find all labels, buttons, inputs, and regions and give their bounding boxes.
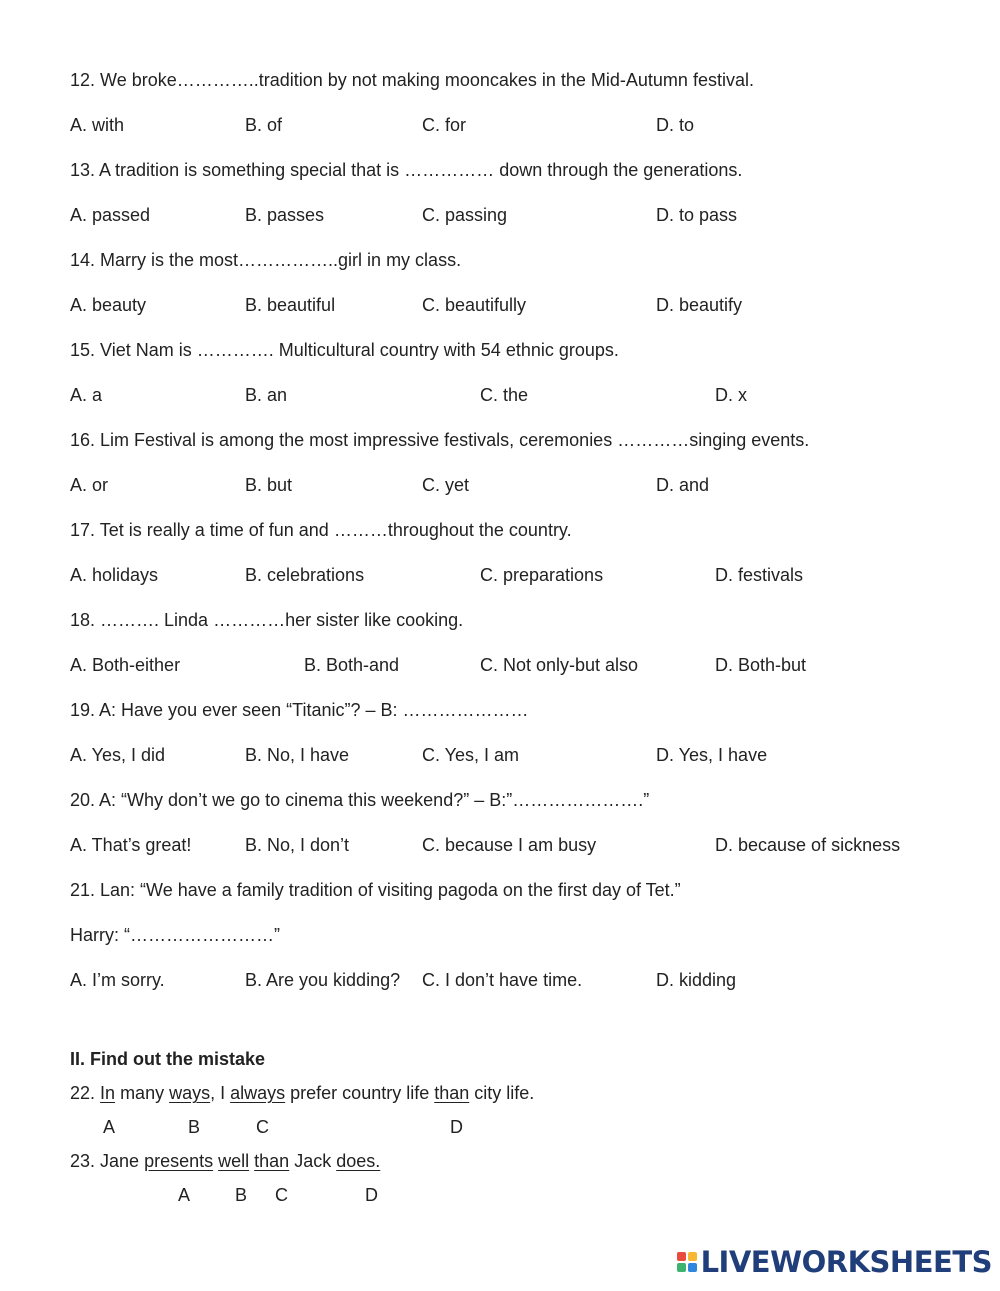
option-b: B. Both-and [304, 655, 400, 675]
option-b: B. No, I don’t [245, 835, 350, 855]
option-d: D. x [715, 385, 748, 405]
underlined-c: always [230, 1083, 286, 1103]
option-c: C. Yes, I am [422, 745, 520, 765]
question-sentence [70, 1082, 534, 1104]
liveworksheets-logo [677, 1247, 992, 1277]
label-d: D [450, 1117, 463, 1137]
option-b: B. of [245, 115, 283, 135]
option-c: C. I don’t have time. [422, 970, 583, 990]
option-d: D. festivals [715, 565, 804, 585]
option-a: A. Yes, I did [70, 745, 166, 765]
underlined-a: In [100, 1083, 116, 1103]
option-b: B. No, I have [245, 745, 350, 765]
option-c: C. because I am busy [422, 835, 597, 855]
question-stem-reply: Harry: “……………………” [70, 925, 280, 945]
underlined-c: than [254, 1151, 290, 1171]
question-stem: 13. A tradition is something special that is …………… down through the generations. [70, 160, 743, 180]
label-d: D [365, 1185, 378, 1205]
option-c: C. passing [422, 205, 508, 225]
label-b: B [235, 1185, 248, 1205]
logo-mark-icon [677, 1252, 697, 1272]
sentence-text: prefer country life [285, 1083, 435, 1103]
question-stem: 21. Lan: “We have a family tradition of visiting pagoda on the first day of Tet.” [70, 880, 681, 900]
question-stem: 20. A: “Why don’t we go to cinema this weekend?” – B:”………………….” [70, 790, 650, 810]
option-b: B. beautiful [245, 295, 336, 315]
question-stem: 14. Marry is the most……………..girl in my class. [70, 250, 462, 270]
option-d: D. to [656, 115, 695, 135]
sentence-text: Jack [289, 1151, 337, 1171]
label-c: C [256, 1117, 269, 1137]
logo-text: LIVEWORKSHEETS [700, 1245, 992, 1279]
sentence-text: many [115, 1083, 170, 1103]
question-number: 22. [70, 1083, 96, 1103]
question-stem: 17. Tet is really a time of fun and ………throughout the country. [70, 520, 572, 540]
option-a: A. holidays [70, 565, 159, 585]
underlined-d: than [434, 1083, 470, 1103]
option-a: A. Both-either [70, 655, 181, 675]
option-a: A. passed [70, 205, 151, 225]
option-c: C. preparations [480, 565, 604, 585]
option-a: A. beauty [70, 295, 147, 315]
option-a: A. a [70, 385, 103, 405]
option-b: B. but [245, 475, 293, 495]
question-stem: 19. A: Have you ever seen “Titanic”? – B: ………………… [70, 700, 529, 720]
option-c: C. beautifully [422, 295, 527, 315]
option-a: A. That’s great! [70, 835, 192, 855]
option-d: D. Both-but [715, 655, 807, 675]
option-d: D. to pass [656, 205, 738, 225]
option-c: C. yet [422, 475, 470, 495]
underlined-b: ways [169, 1083, 211, 1103]
option-a: A. I’m sorry. [70, 970, 165, 990]
option-a: A. with [70, 115, 125, 135]
label-a: A [103, 1117, 116, 1137]
underlined-d: does. [336, 1151, 381, 1171]
option-d: D. and [656, 475, 710, 495]
label-c: C [275, 1185, 288, 1205]
option-c: C. for [422, 115, 467, 135]
underlined-b: well [218, 1151, 250, 1171]
sentence-text: , I [210, 1083, 231, 1103]
sentence-text: 23. Jane [70, 1151, 145, 1171]
option-a: A. or [70, 475, 109, 495]
option-d: D. Yes, I have [656, 745, 768, 765]
option-b: B. Are you kidding? [245, 970, 401, 990]
question-stem: 18. ………. Linda …………her sister like cooking. [70, 610, 464, 630]
question-stem: 15. Viet Nam is …………. Multicultural country with 54 ethnic groups. [70, 340, 619, 360]
option-c: C. Not only-but also [480, 655, 639, 675]
underlined-a: presents [144, 1151, 214, 1171]
label-a: A [178, 1185, 191, 1205]
option-b: B. an [245, 385, 288, 405]
option-b: B. celebrations [245, 565, 365, 585]
section-heading: II. Find out the mistake [70, 1049, 266, 1069]
option-d: D. beautify [656, 295, 743, 315]
option-b: B. passes [245, 205, 325, 225]
option-d: D. kidding [656, 970, 737, 990]
label-b: B [188, 1117, 201, 1137]
option-c: C. the [480, 385, 529, 405]
option-d: D. because of sickness [715, 835, 901, 855]
question-stem: 16. Lim Festival is among the most impressive festivals, ceremonies …………singing events. [70, 430, 810, 450]
question-stem: 12. We broke…………..tradition by not making mooncakes in the Mid-Autumn festival. [70, 70, 754, 90]
sentence-text: city life. [469, 1083, 535, 1103]
question-sentence [70, 1150, 380, 1172]
